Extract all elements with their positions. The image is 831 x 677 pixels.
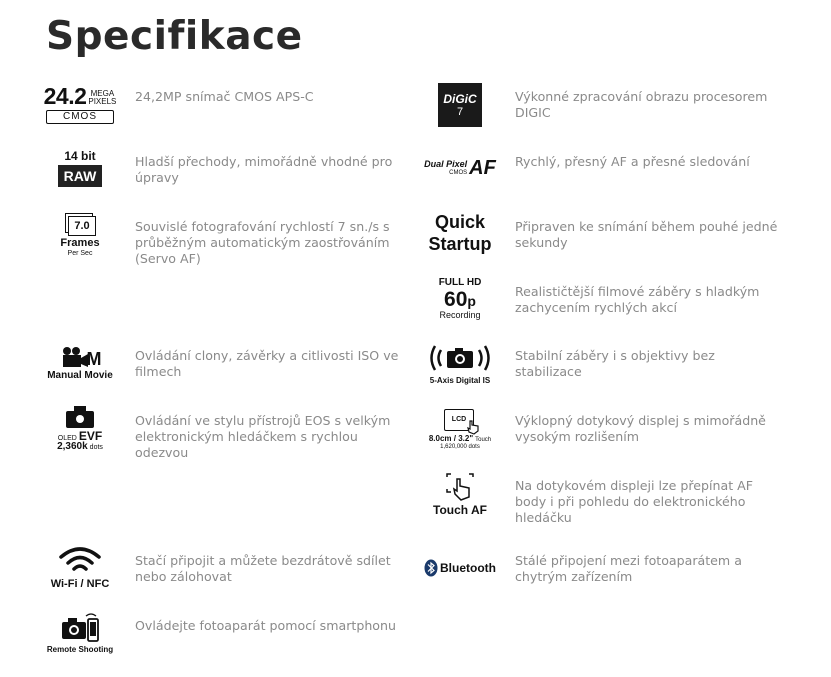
stabilizer-camera-icon xyxy=(427,342,493,374)
oled-evf-icon: OLED EVF 2,360k dots xyxy=(44,404,116,454)
bluetooth-icon: Bluetooth xyxy=(424,553,496,583)
touch-af-icon: Touch AF xyxy=(424,469,496,519)
feature-desc: Na dotykovém displeji lze přepínat AF body i při pohledu do elektronického hledáčku xyxy=(515,478,754,525)
5-axis-digital-is-icon: 5-Axis Digital IS xyxy=(424,338,496,388)
14-bit-raw-icon: 14 bit RAW xyxy=(44,144,116,192)
lcd-touch-icon: LCD 8.0cm / 3.2" Touch 1,620,000 dots xyxy=(424,404,496,454)
camera-smartphone-icon xyxy=(60,613,100,643)
feature-desc: Stačí připojit a můžete bezdrátově sdílet nebo zálohovat xyxy=(135,553,391,584)
page-title: Specifikace xyxy=(46,14,303,59)
dual-pixel-cmos-af-icon: Dual Pixel CMOS AF xyxy=(424,157,496,179)
feature-desc: Stabilní záběry i s objektivy bez stabilizace xyxy=(515,348,715,379)
feature-desc: Rychlý, přesný AF a přesné sledování xyxy=(515,154,750,169)
feature-desc: Výkonné zpracování obrazu procesorem DIGIC xyxy=(515,89,768,120)
quick-startup-icon: Quick Startup xyxy=(428,212,492,254)
manual-movie-icon: M Manual Movie xyxy=(44,338,116,388)
7-frames-per-sec-icon: 7.0 Frames Per Sec xyxy=(44,209,116,261)
feature-desc: Připraven ke snímání během pouhé jedné sekundy xyxy=(515,219,778,250)
feature-desc: Ovládejte fotoaparát pomocí smartphonu xyxy=(135,618,396,633)
feature-desc: Ovládání clony, závěrky a citlivosti ISO ve filmech xyxy=(135,348,399,379)
wifi-nfc-icon: Wi-Fi / NFC xyxy=(44,543,116,593)
bluetooth-rune-icon xyxy=(424,559,438,577)
feature-desc: 24,2MP snímač CMOS APS-C xyxy=(135,89,314,104)
feature-desc: Výklopný dotykový displej s mimořádně vysokým rozlišením xyxy=(515,413,766,444)
feature-desc: Realističtější filmové záběry s hladkým zachycením rychlých akcí xyxy=(515,284,760,315)
wifi-icon xyxy=(58,547,102,575)
touch-focus-hand-icon xyxy=(443,473,477,501)
movie-camera-icon xyxy=(59,346,89,368)
feature-desc: Ovládání ve stylu přístrojů EOS s velkým elektronickým hledáčkem s rychlou odezvou xyxy=(135,413,391,460)
24-2-megapixels-cmos-icon: 24.2 MEGA PIXELS CMOS xyxy=(43,82,117,122)
remote-shooting-icon: Remote Shooting xyxy=(44,608,116,658)
feature-desc: Souvislé fotografování rychlostí 7 sn./s s průběžným automatickým zaostřováním (Servo AF) xyxy=(135,219,390,266)
full-hd-60p-icon: FULL HD 60 p Recording xyxy=(438,277,482,320)
camera-body-icon xyxy=(64,406,96,428)
digic-7-icon: DiGiC 7 xyxy=(424,82,496,128)
feature-desc: Hladší přechody, mimořádně vhodné pro úpravy xyxy=(135,154,393,185)
touch-hand-icon xyxy=(466,419,480,435)
feature-desc: Stálé připojení mezi fotoaparátem a chytrým zařízením xyxy=(515,553,742,584)
